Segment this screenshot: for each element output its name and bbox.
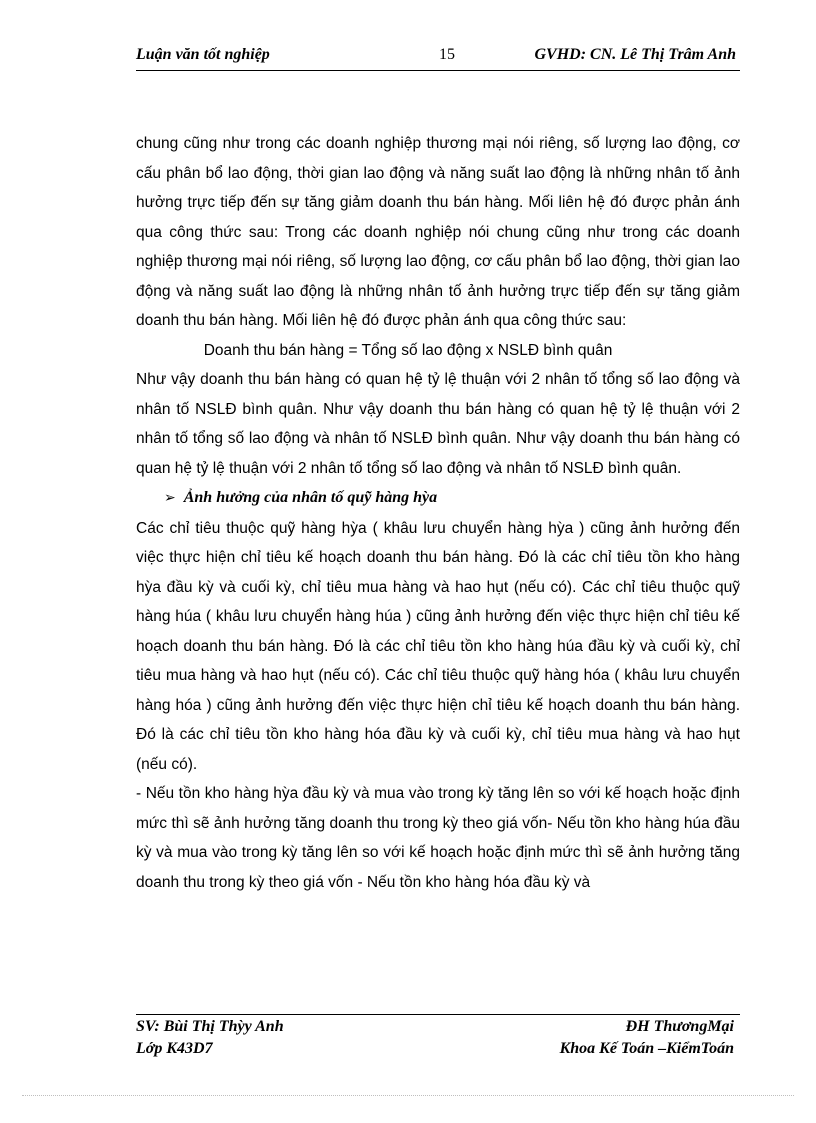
paragraph: - Nếu tồn kho hàng hỳa đầu kỳ và mua vào trong kỳ tăng lên so với kế hoạch hoặc định mức thì sẽ ảnh hưởng tăng doanh thu trong kỳ theo giá vốn- Nếu tồn kho hàng húa đầu kỳ và mua vào trong kỳ tăng lên so với kế hoạch hoặc định mức thì sẽ ảnh hưởng tăng doanh thu trong kỳ theo giá vốn - Nếu tồn kho hàng hóa đầu kỳ và — [136, 785, 740, 891]
body-text — [136, 129, 740, 897]
supervisor: GVHD: CN. Lê Thị Trâm Anh — [534, 46, 736, 63]
page-number: 15 — [439, 46, 455, 63]
university: ĐH ThươngMại — [625, 1018, 734, 1035]
footer-rule — [136, 1014, 740, 1015]
paragraph: Như vậy doanh thu bán hàng có quan hệ tỷ lệ thuận với 2 nhân tố tổng số lao động và nhân tố NSLĐ bình quân. Như vậy doanh thu bán hàng có quan hệ tỷ lệ thuận với 2 nhân tố tổng số lao động và nhân tố NSLĐ bình quân. Như vậy doanh thu bán hàng có quan hệ tỷ lệ thuận với 2 nhân tố tổng số lao động và nhân tố NSLĐ bình quân. — [136, 371, 740, 477]
thesis-title: Luận văn tốt nghiệp — [136, 46, 270, 63]
section-heading-text: Ảnh hưởng của nhân tố quỹ hàng hỳa — [183, 489, 438, 506]
header-rule — [136, 70, 740, 71]
page-header — [136, 46, 740, 72]
student-name: SV: Bùi Thị Thỳy Anh — [136, 1018, 284, 1035]
section-heading — [136, 483, 740, 514]
class-code: Lớp K43D7 — [136, 1040, 213, 1057]
formula: Doanh thu bán hàng = Tổng số lao động x NSLĐ bình quân — [203, 341, 613, 359]
paragraph: Các chỉ tiêu thuộc quỹ hàng hỳa ( khâu lưu chuyển hàng hỳa ) cũng ảnh hưởng đến việc thực hiện chỉ tiêu kế hoạch doanh thu bán hàng. Đó là các chỉ tiêu tồn kho hàng hỳa đầu kỳ và cuối kỳ, chỉ tiêu mua hàng và hao hụt (nếu có). Các chỉ tiêu thuộc quỹ hàng húa ( khâu lưu chuyển hàng húa ) cũng ảnh hưởng đến việc thực hiện chỉ tiêu kế hoạch doanh thu bán hàng. Đó là các chỉ tiêu tồn kho hàng húa đầu kỳ và cuối kỳ, chỉ tiêu mua hàng và hao hụt (nếu có). Các chỉ tiêu thuộc quỹ hàng hóa ( khâu lưu chuyển hàng hóa ) cũng ảnh hưởng đến việc thực hiện chỉ tiêu kế hoạch doanh thu bán hàng. Đó là các chỉ tiêu tồn kho hàng hóa đầu kỳ và cuối kỳ, chỉ tiêu mua hàng và hao hụt (nếu có). — [136, 519, 740, 773]
page-footer — [136, 1016, 740, 1060]
page-edge — [22, 1095, 794, 1096]
department: Khoa Kế Toán –KiểmToán — [559, 1040, 734, 1057]
arrow-bullet-icon: ➢ — [164, 490, 176, 506]
paragraph: chung cũng như trong các doanh nghiệp thương mại nói riêng, số lượng lao động, cơ cấu phân bổ lao động, thời gian lao động và năng suất lao động là những nhân tố ảnh hưởng trực tiếp đến sự tăng giảm doanh thu bán hàng. Mối liên hệ đó được phản ánh qua công thức sau: Trong các doanh nghiệp nói chung cũng như trong các doanh nghiệp thương mại nói riêng, số lượng lao động, cơ cấu phân bổ lao động, thời gian lao động và năng suất lao động là những nhân tố ảnh hưởng trực tiếp đến sự tăng giảm doanh thu bán hàng. Mối liên hệ đó được phản ánh qua công thức sau: — [136, 135, 740, 329]
